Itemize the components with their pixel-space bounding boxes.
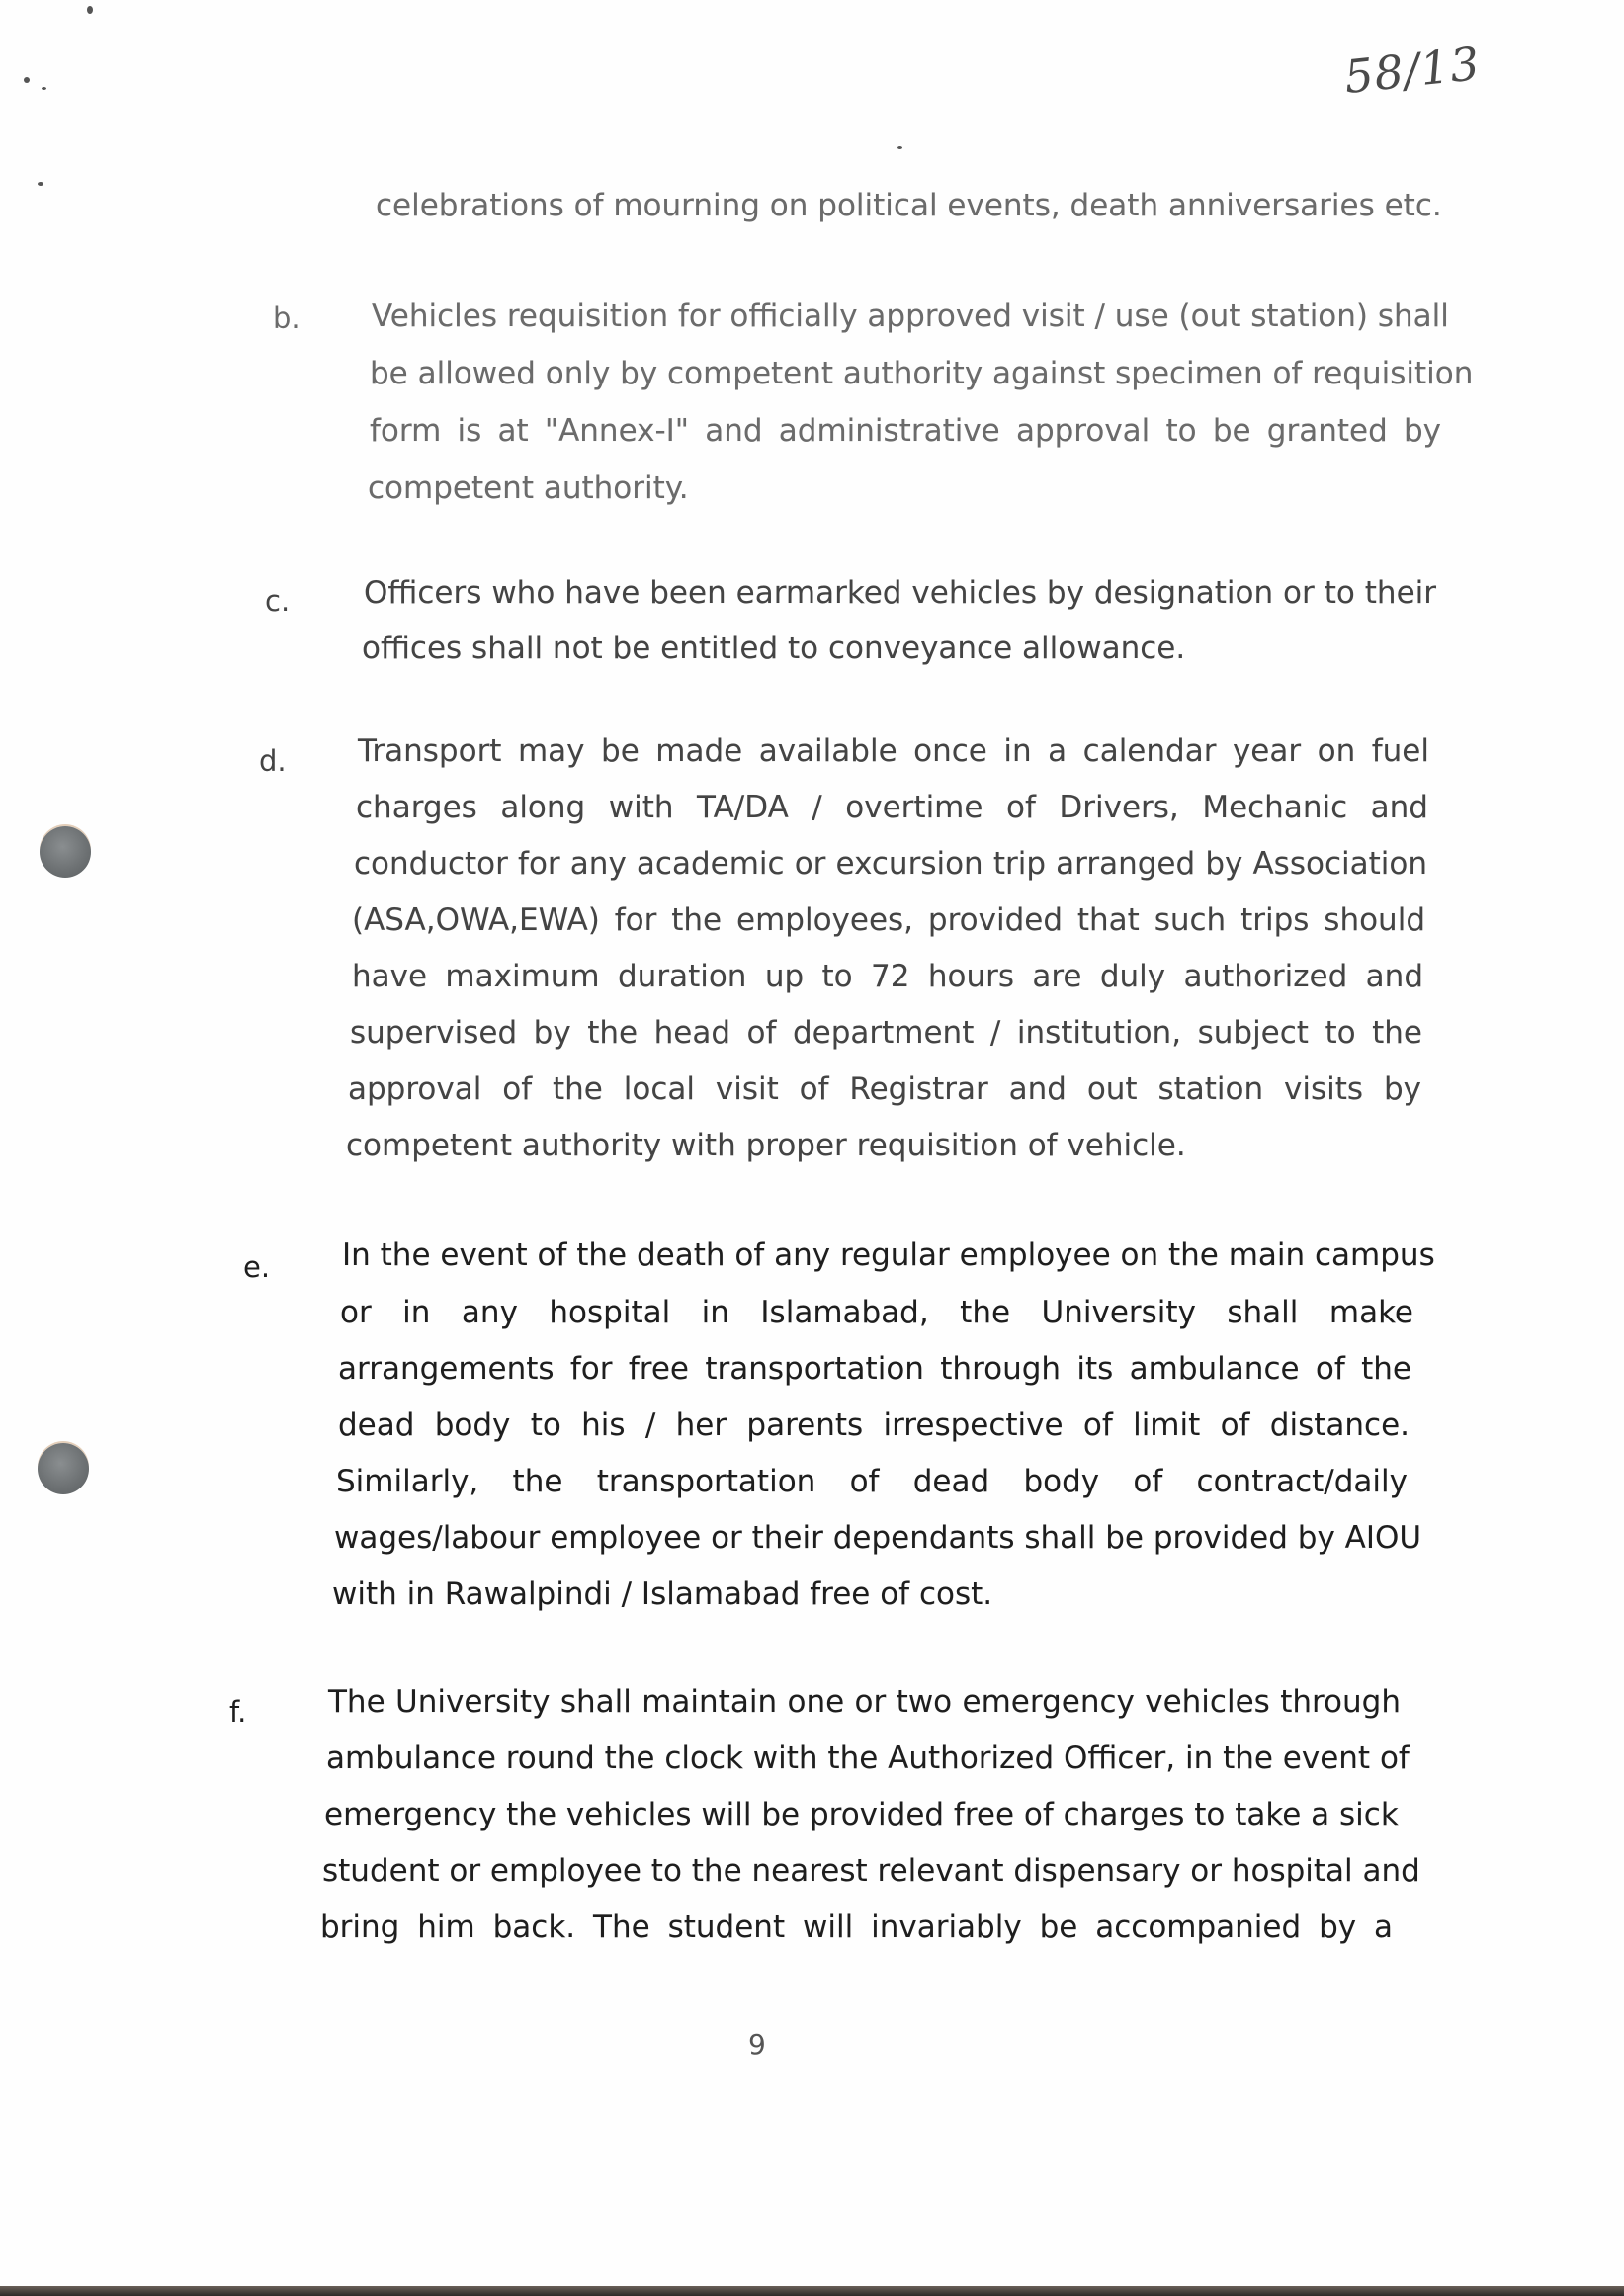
scan-speck: [897, 146, 902, 149]
list-marker: d.: [259, 744, 287, 778]
list-item-line: charges along with TA/DA / overtime of Drivers, Mechanic and: [356, 790, 1428, 825]
list-item-line: competent authority with proper requisition of vehicle.: [346, 1128, 1186, 1163]
list-item-line: The University shall maintain one or two emergency vehicles through: [328, 1684, 1401, 1720]
list-marker: f.: [229, 1695, 247, 1729]
list-item-line: ambulance round the clock with the Authorized Officer, in the event of: [326, 1741, 1410, 1776]
list-item-line: In the event of the death of any regular employee on the main campus: [342, 1237, 1435, 1273]
list-marker: b.: [273, 301, 300, 335]
list-item-line: Officers who have been earmarked vehicles by designation or to their: [364, 575, 1436, 611]
list-item-line: Similarly, the transportation of dead body of contract/daily: [336, 1464, 1408, 1499]
scan-speck: [87, 6, 93, 14]
list-item-line: have maximum duration up to 72 hours are duly authorized and: [352, 959, 1423, 994]
list-item-line: conductor for any academic or excursion trip arranged by Association: [354, 846, 1427, 882]
list-item-line: dead body to his / her parents irrespective of limit of distance.: [338, 1407, 1410, 1443]
scan-speck: [38, 182, 43, 186]
list-item-line: approval of the local visit of Registrar and out station visits by: [348, 1071, 1421, 1107]
list-item-line: or in any hospital in Islamabad, the University shall make: [340, 1295, 1413, 1330]
scan-bottom-edge: [0, 2286, 1624, 2296]
list-item-line: competent authority.: [368, 470, 689, 506]
list-item-line: bring him back. The student will invariably be accompanied by a: [320, 1910, 1393, 1945]
list-item-line: Vehicles requisition for officially approved visit / use (out station) shall: [372, 298, 1449, 334]
page-number: 9: [748, 2028, 766, 2061]
scan-speck: [42, 87, 46, 90]
handwritten-page-annotation: 58/13: [1341, 36, 1484, 105]
list-item-line: form is at "Annex-I" and administrative approval to be granted by: [370, 413, 1441, 449]
list-item-line: supervised by the head of department / institution, subject to the: [350, 1015, 1422, 1051]
punch-hole: [40, 826, 91, 878]
list-item-line: wages/labour employee or their dependants shall be provided by AIOU: [334, 1520, 1422, 1556]
list-item-line: with in Rawalpindi / Islamabad free of cost.: [332, 1576, 993, 1612]
list-item-line: (ASA,OWA,EWA) for the employees, provided that such trips should: [352, 902, 1425, 938]
punch-hole: [38, 1443, 89, 1494]
list-item-line: emergency the vehicles will be provided free of charges to take a sick: [324, 1797, 1399, 1832]
continuation-line: celebrations of mourning on political events, death anniversaries etc.: [376, 188, 1442, 223]
list-item-line: arrangements for free transportation through its ambulance of the: [338, 1351, 1411, 1387]
list-item-line: Transport may be made available once in a calendar year on fuel: [358, 733, 1429, 769]
list-marker: e.: [243, 1250, 271, 1284]
list-item-line: be allowed only by competent authority against specimen of requisition: [370, 356, 1474, 391]
list-item-line: offices shall not be entitled to conveyance allowance.: [362, 631, 1186, 666]
scan-speck: [24, 77, 30, 83]
list-item-line: student or employee to the nearest relevant dispensary or hospital and: [322, 1853, 1420, 1889]
list-marker: c.: [265, 584, 291, 618]
